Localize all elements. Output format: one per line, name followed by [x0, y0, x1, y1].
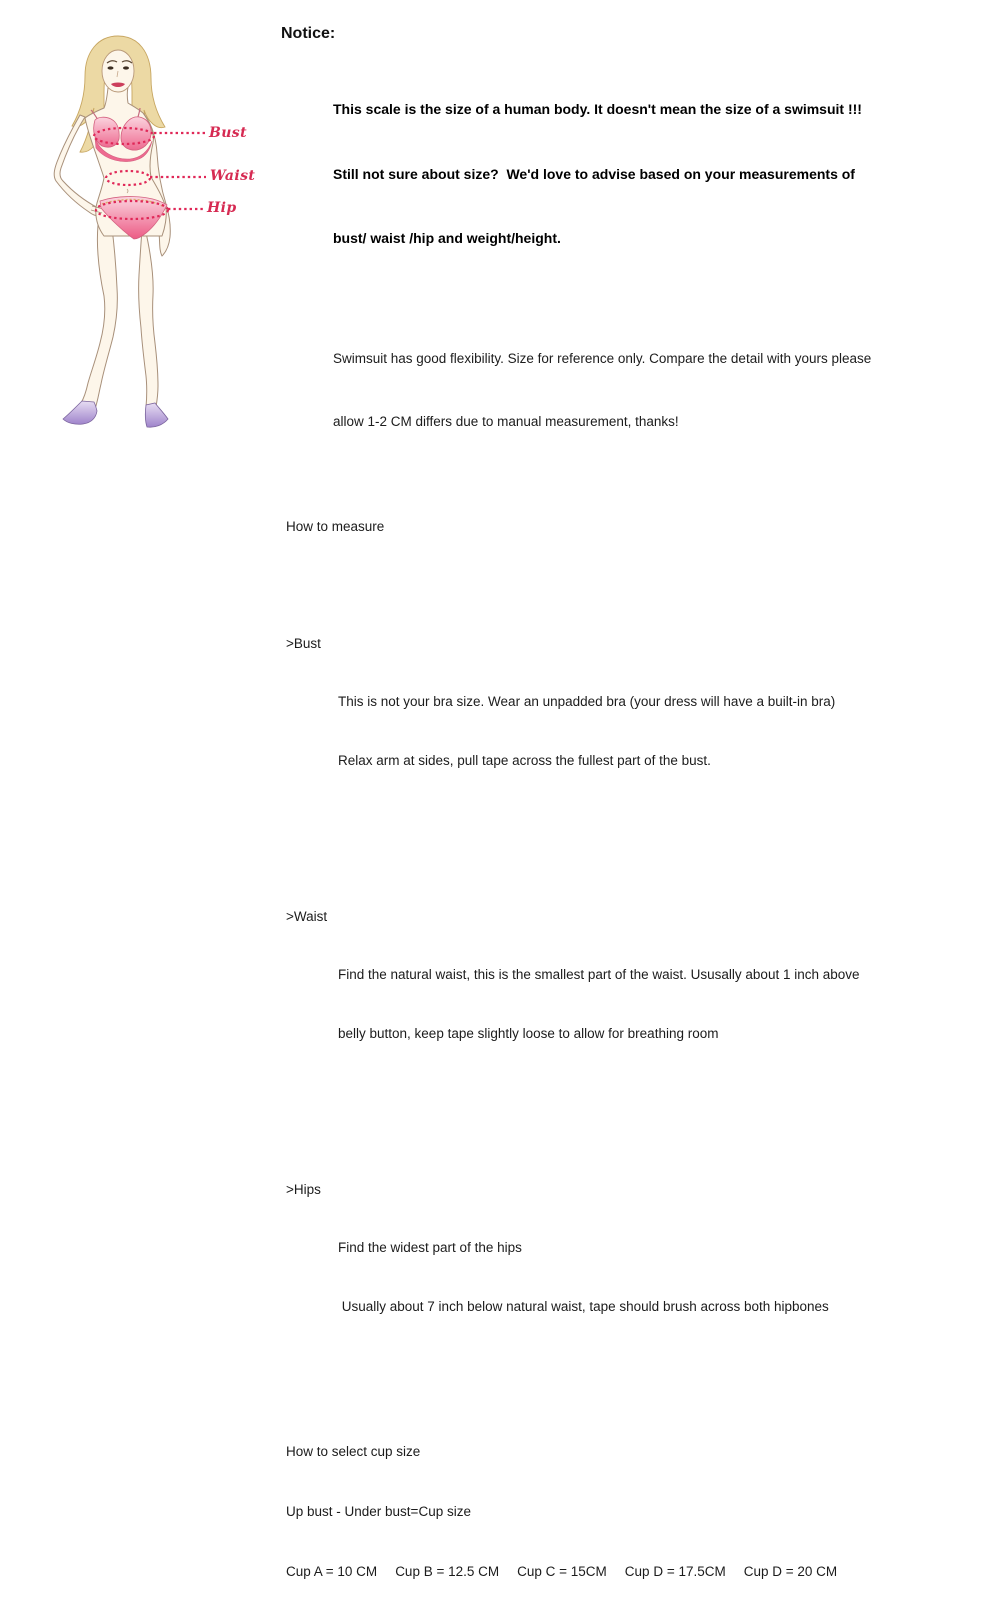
how-to-measure	[286, 478, 1000, 1395]
size-notice-text	[281, 24, 1000, 1622]
measure-line: belly button, keep tape slightly loose to allow for breathing room	[338, 1025, 719, 1041]
note-line: Swimsuit has good flexibility. Size for reference only. Compare the detail with yours please	[333, 350, 872, 366]
measure-section-hips	[286, 1141, 1000, 1356]
measure-section-bust	[286, 595, 1000, 810]
woman-sketch-illustration	[0, 0, 272, 469]
head	[102, 50, 134, 92]
cup-size-values	[286, 1562, 1000, 1582]
left-leg	[81, 225, 117, 409]
legs	[81, 225, 158, 409]
section-label: >Waist	[286, 908, 328, 924]
note-line: allow 1-2 CM differs due to manual measurement, thanks!	[333, 413, 679, 429]
cup-size-section	[286, 1402, 1000, 1622]
section-label: >Hips	[286, 1181, 321, 1197]
notice-title: Notice:	[281, 25, 336, 42]
cup-item: Cup D = 17.5CM	[624, 1564, 726, 1579]
measure-line: Usually about 7 inch below natural waist, tape should brush across both hipbones	[338, 1298, 829, 1314]
scale-warning	[333, 56, 1000, 293]
cup-formula: Up bust - Under bust=Cup size	[286, 1504, 471, 1519]
warning-line: This scale is the size of a human body. It doesn't mean the size of a swimsuit !!!	[333, 101, 862, 117]
section-label: >Bust	[286, 635, 321, 651]
measurement-figure	[0, 0, 272, 469]
shoes	[63, 401, 168, 427]
waist-label: Waist	[210, 168, 256, 184]
warning-line: Still not sure about size? We'd love to advise based on your measurements of	[333, 165, 855, 182]
left-shoe	[63, 401, 97, 424]
cup-item: Cup A = 10 CM	[286, 1564, 378, 1579]
warning-line: bust/ waist /hip and weight/height.	[333, 230, 561, 246]
cup-size-heading: How to select cup size	[286, 1444, 421, 1459]
reference-note	[333, 306, 1000, 474]
right-eye	[123, 66, 129, 69]
right-leg	[139, 228, 158, 407]
hip-label: Hip	[207, 200, 237, 216]
measure-line: This is not your bra size. Wear an unpadded bra (your dress will have a built-in bra)	[338, 694, 836, 709]
right-shoe	[145, 403, 168, 427]
measure-line: Relax arm at sides, pull tape across the fullest part of the bust.	[338, 752, 711, 768]
how-to-measure-heading: How to measure	[286, 518, 385, 534]
measure-section-waist	[286, 868, 1000, 1083]
bust-label: Bust	[209, 125, 247, 141]
cup-item: Cup D = 20 CM	[743, 1564, 838, 1579]
left-eye	[108, 66, 114, 69]
measure-line: Find the natural waist, this is the smallest part of the waist. Ususally about 1 inch above	[338, 967, 860, 982]
cup-item: Cup C = 15CM	[517, 1564, 607, 1579]
cup-item: Cup B = 12.5 CM	[395, 1564, 500, 1579]
measure-line: Find the widest part of the hips	[338, 1240, 522, 1255]
